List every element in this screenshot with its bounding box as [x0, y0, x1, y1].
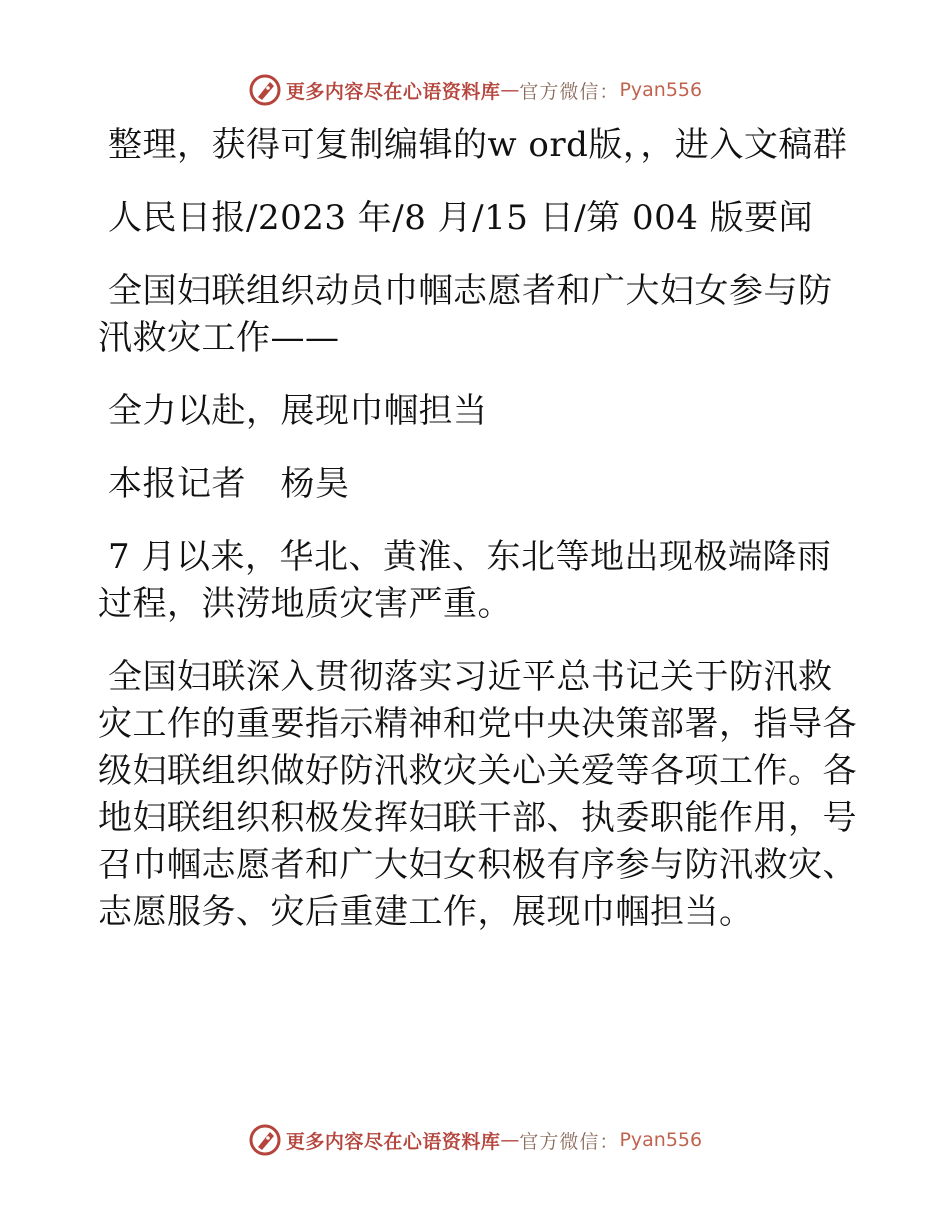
pen-nib-logo-icon — [248, 73, 282, 107]
source-line: 人民日报/2023 年/8 月/15 日/第 004 版要闻 — [108, 198, 814, 238]
watermark-wechat-label: 官方微信： — [519, 1130, 620, 1153]
watermark-slogan: 更多内容尽在心语资料库 — [285, 80, 501, 103]
watermark-wechat-id: Pyan556 — [619, 79, 703, 101]
body-paragraph: 7 月以来，华北、黄淮、东北等地出现极端降雨过程，洪涝地质灾害严重。 — [98, 537, 832, 624]
watermark-wechat-id: Pyan556 — [619, 1129, 703, 1151]
document-body — [98, 122, 858, 962]
article-subheading: 全国妇联组织动员巾帼志愿者和广大妇女参与防汛救灾工作—— — [98, 271, 833, 358]
watermark-wechat-label: 官方微信： — [519, 80, 620, 103]
intro-paragraph: 整理，获得可复制编辑的w ord版，，进入文稿群 — [108, 125, 848, 165]
watermark-separator: — — [500, 1129, 520, 1151]
watermark-slogan: 更多内容尽在心语资料库 — [285, 1130, 501, 1153]
footer-watermark — [0, 1122, 950, 1158]
byline: 本报记者 杨昊 — [108, 464, 350, 504]
body-paragraph: 全国妇联深入贯彻落实习近平总书记关于防汛救灾工作的重要指示精神和党中央决策部署，指导各级妇联组织做好防汛救灾关心关爱等各项工作。各地妇联组织积极发挥妇联干部、执委职能作用，号召巾帼志愿者和广大妇女积极有序参与防汛救灾、志愿服务、灾后重建工作，展现巾帼担当。 — [98, 657, 857, 932]
watermark-separator: — — [500, 79, 520, 101]
article-title: 全力以赴，展现巾帼担当 — [108, 391, 488, 431]
header-watermark — [0, 72, 950, 108]
pen-nib-logo-icon — [248, 1123, 282, 1157]
